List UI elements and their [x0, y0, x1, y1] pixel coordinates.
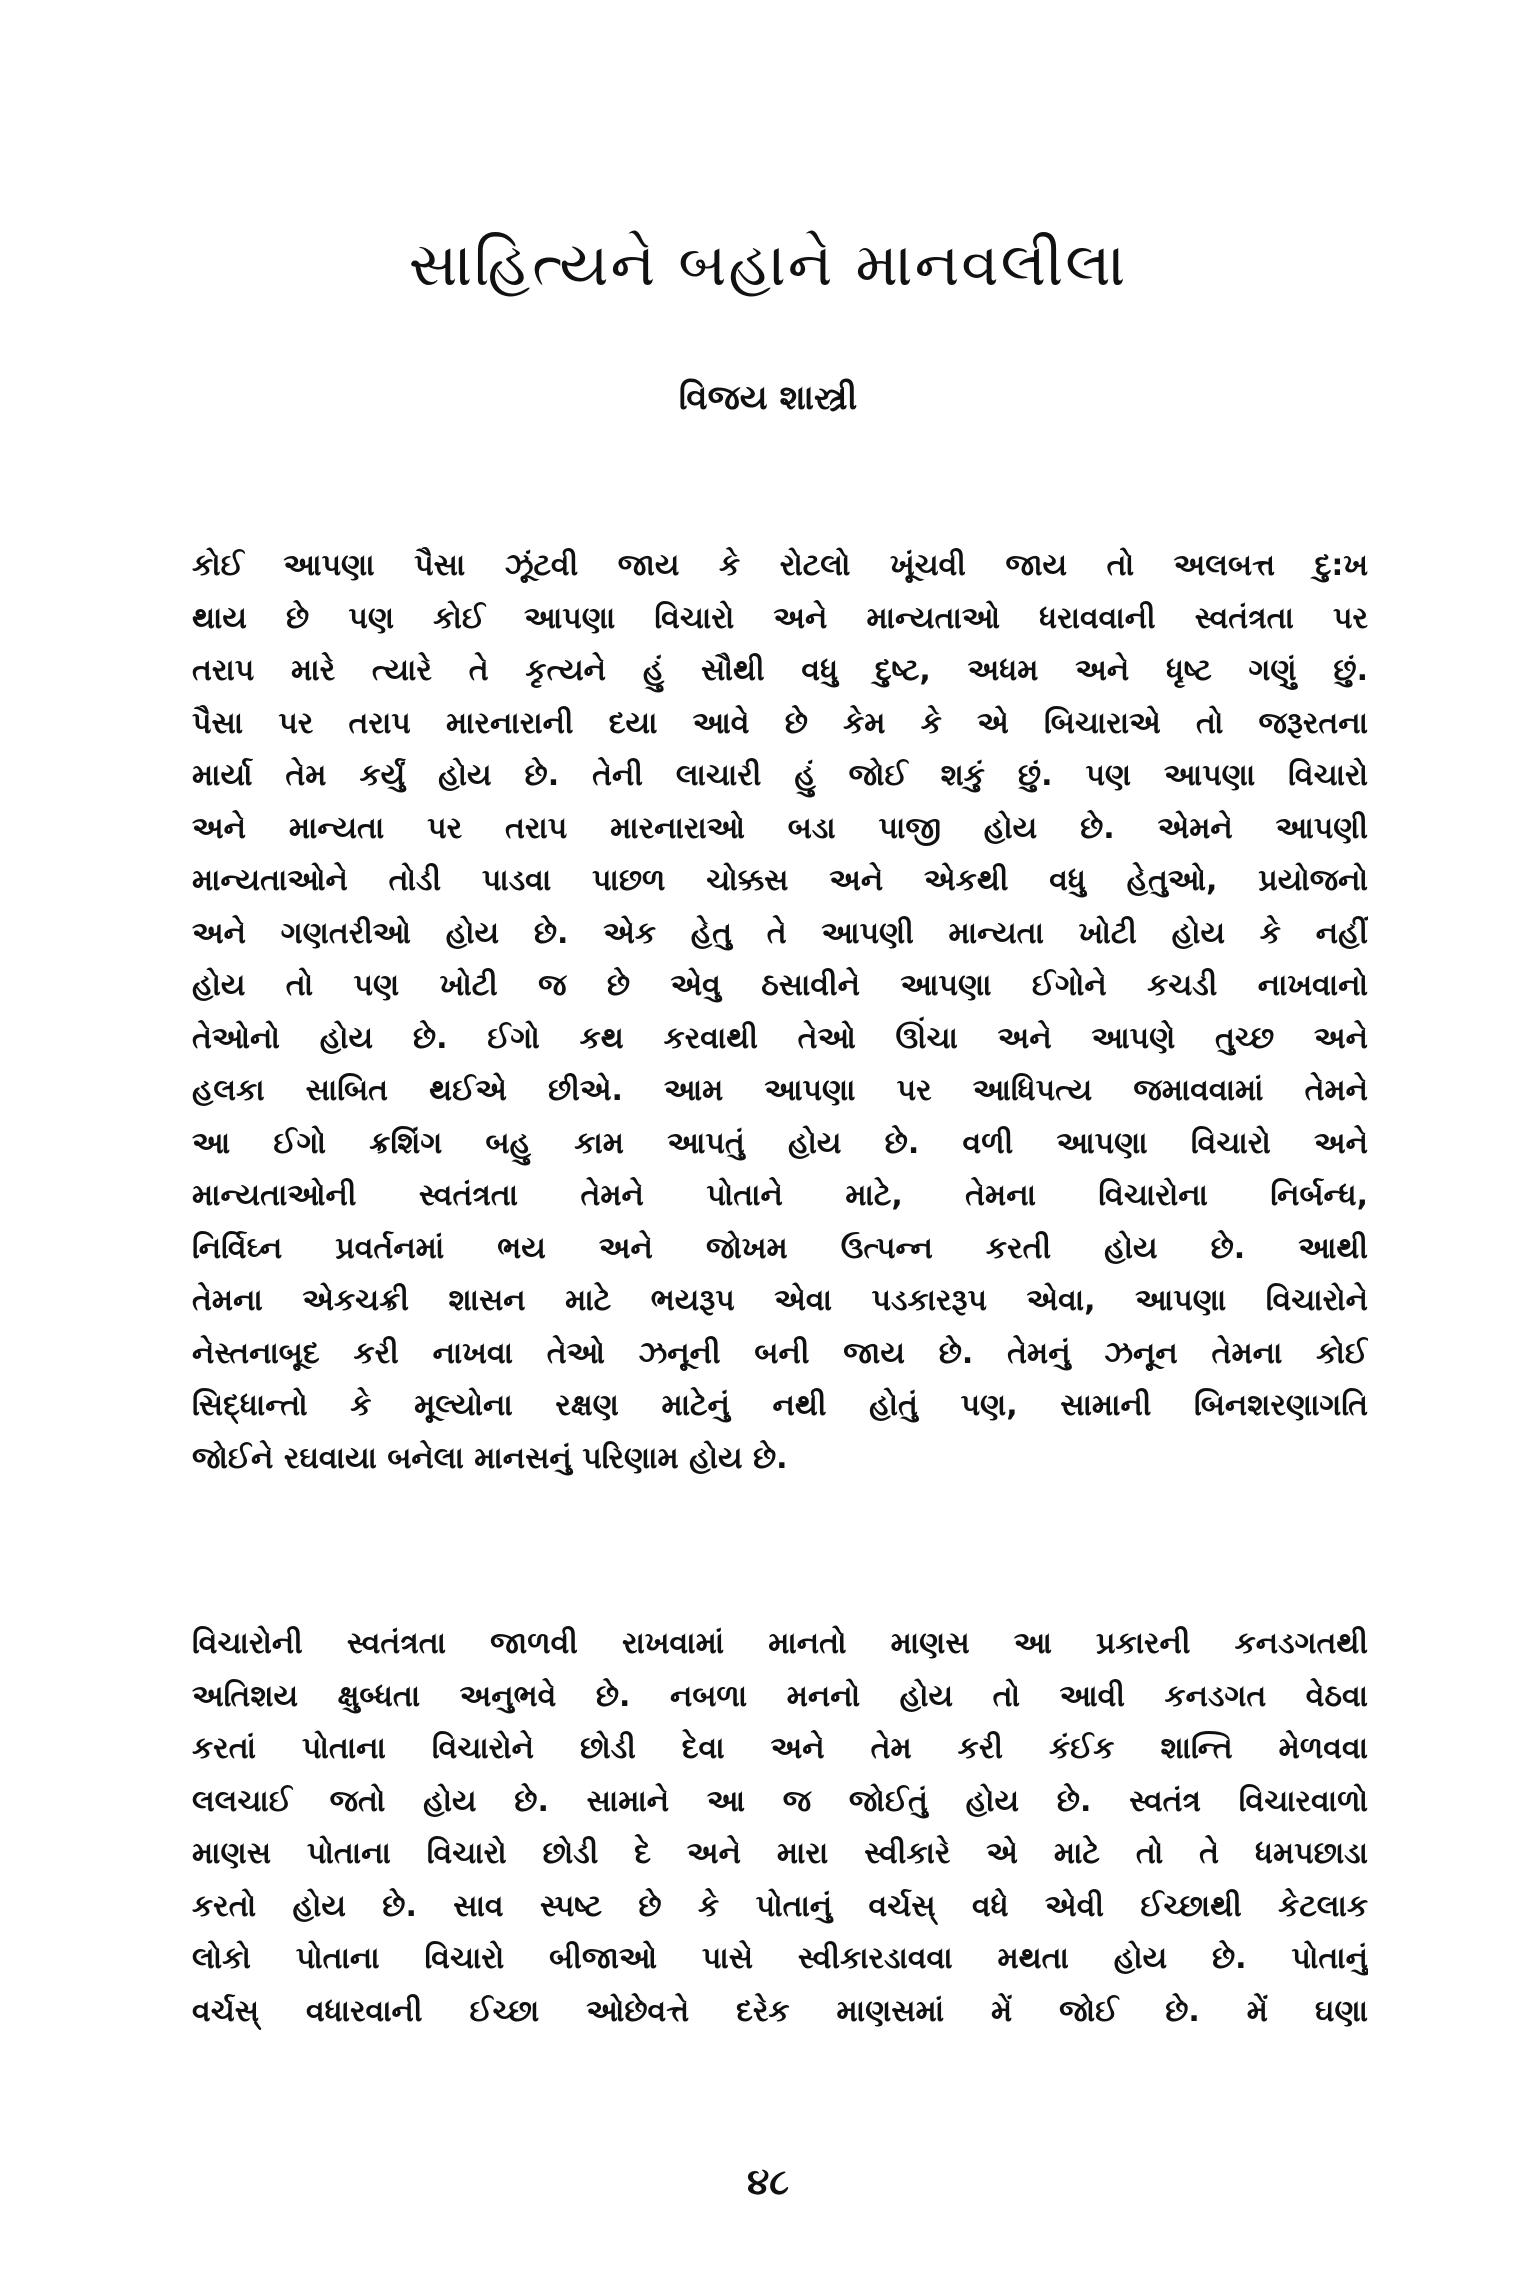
text-line: સિદ્ધાન્તો કે મૂલ્યોના રક્ષણ માટેનું નથી હોતું પણ, સામાની બિનશરણાગતિ [192, 1388, 1368, 1423]
text-line: થાય છે પણ કોઈ આપણા વિચારો અને માન્યતાઓ ધરાવવાની સ્વતંત્રતા પર [192, 600, 1368, 636]
text-line: કોઈ આપણા પૈસા ઝૂંટવી જાય કે રોટલો ખૂંચવી જાય તો અલબત્ત દુ:ખ [192, 548, 1368, 583]
text-line: આ ઈગો ક્રશિંગ બહુ કામ આપતું હોય છે. વળી આપણા વિચારો અને [192, 1125, 1368, 1161]
text-line: અતિશય ક્ષુબ્ધતા અનુભવે છે. નબળા મનનો હોય તો આવી કનડગત વેઠવા [192, 1678, 1368, 1714]
text-line: માણસ પોતાના વિચારો છોડી દે અને મારા સ્વીકારે એ માટે તો તે ધમપછાડા [192, 1836, 1368, 1871]
text-line: નેસ્તનાબૂદ કરી નાખવા તેઓ ઝનૂની બની જાય છે. તેમનું ઝનૂન તેમના કોઈ [192, 1335, 1368, 1371]
text-line: વર્ચસ્ વધારવાની ઈચ્છા ઓછેવત્તે દરેક માણસમાં મેં જોઈ છે. મેં ઘણા [192, 1993, 1368, 2029]
text-line: તેમના એકચક્રી શાસન માટે ભયરૂપ એવા પડકારરૂપ એવા, આપણા વિચારોને [192, 1283, 1368, 1318]
document-title: સાહિત્યને બહાને માનવલીલા [408, 230, 1128, 300]
text-line: માન્યતાઓને તોડી પાડવા પાછળ ચોક્કસ અને એકથી વધુ હેતુઓ, પ્રયોજનો [192, 863, 1368, 898]
text-line: તેઓનો હોય છે. ઈગો કથ કરવાથી તેઓ ઊંચા અને આપણે તુચ્છ અને [192, 1020, 1368, 1056]
text-line: પૈસા પર તરાપ મારનારાની દયા આવે છે કેમ કે એ બિચારાએ તો જરૂરતના [192, 705, 1368, 741]
text-line: લોકો પોતાના વિચારો બીજાઓ પાસે સ્વીકારડાવવા મથતા હોય છે. પોતાનું [192, 1941, 1368, 1976]
text-line: કરતો હોય છે. સાવ સ્પષ્ટ છે કે પોતાનું વર્ચસ્ વધે એવી ઈચ્છાથી કેટલાક [192, 1888, 1368, 1924]
text-line: લલચાઈ જતો હોય છે. સામાને આ જ જોઈતું હોય છે. સ્વતંત્ર વિચારવાળો [192, 1783, 1368, 1819]
text-line: કરતાં પોતાના વિચારોને છોડી દેવા અને તેમ કરી કંઈક શાન્તિ મેળવવા [192, 1731, 1368, 1766]
text-line: વિચારોની સ્વતંત્રતા જાળવી રાખવામાં માનતો માણસ આ પ્રકારની કનડગતથી [192, 1626, 1368, 1661]
paragraph-1 [192, 540, 1368, 1485]
text-line: નિર્વિઘ્ન પ્રવર્તનમાં ભય અને જોખમ ઉત્પન્ન કરતી હોય છે. આથી [192, 1230, 1368, 1266]
text-line: માર્યા તેમ કર્યું હોય છે. તેની લાચારી હું જોઈ શકું છું. પણ આપણા વિચારો [192, 758, 1368, 793]
text-line: માન્યતાઓની સ્વતંત્રતા તેમને પોતાને માટે, તેમના વિચારોના નિર્બન્ધ, [192, 1178, 1368, 1213]
paragraph-2 [192, 1618, 1368, 2038]
text-line: હોય તો પણ ખોટી જ છે એવુ ઠસાવીને આપણા ઈગોને કચડી નાખવાનો [192, 968, 1368, 1003]
text-line: જોઈને રઘવાયા બનેલા માનસનું પરિણામ હોય છે. [192, 1440, 788, 1476]
page-number: ૪૮ [746, 2162, 790, 2203]
text-line: અને ગણતરીઓ હોય છે. એક હેતુ તે આપણી માન્યતા ખોટી હોય કે નહીં [192, 915, 1368, 951]
text-line: અને માન્યતા પર તરાપ મારનારાઓ બડા પાજી હોય છે. એમને આપણી [192, 810, 1368, 846]
text-line: તરાપ મારે ત્યારે તે કૃત્યને હું સૌથી વધુ દુષ્ટ, અધમ અને ધૃષ્ટ ગણું છું. [192, 653, 1368, 688]
text-line: હલકા સાબિત થઈએ છીએ. આમ આપણા પર આધિપત્ય જમાવવામાં તેમને [192, 1073, 1368, 1108]
author-name: વિજય શાસ્ત્રી [678, 378, 858, 418]
